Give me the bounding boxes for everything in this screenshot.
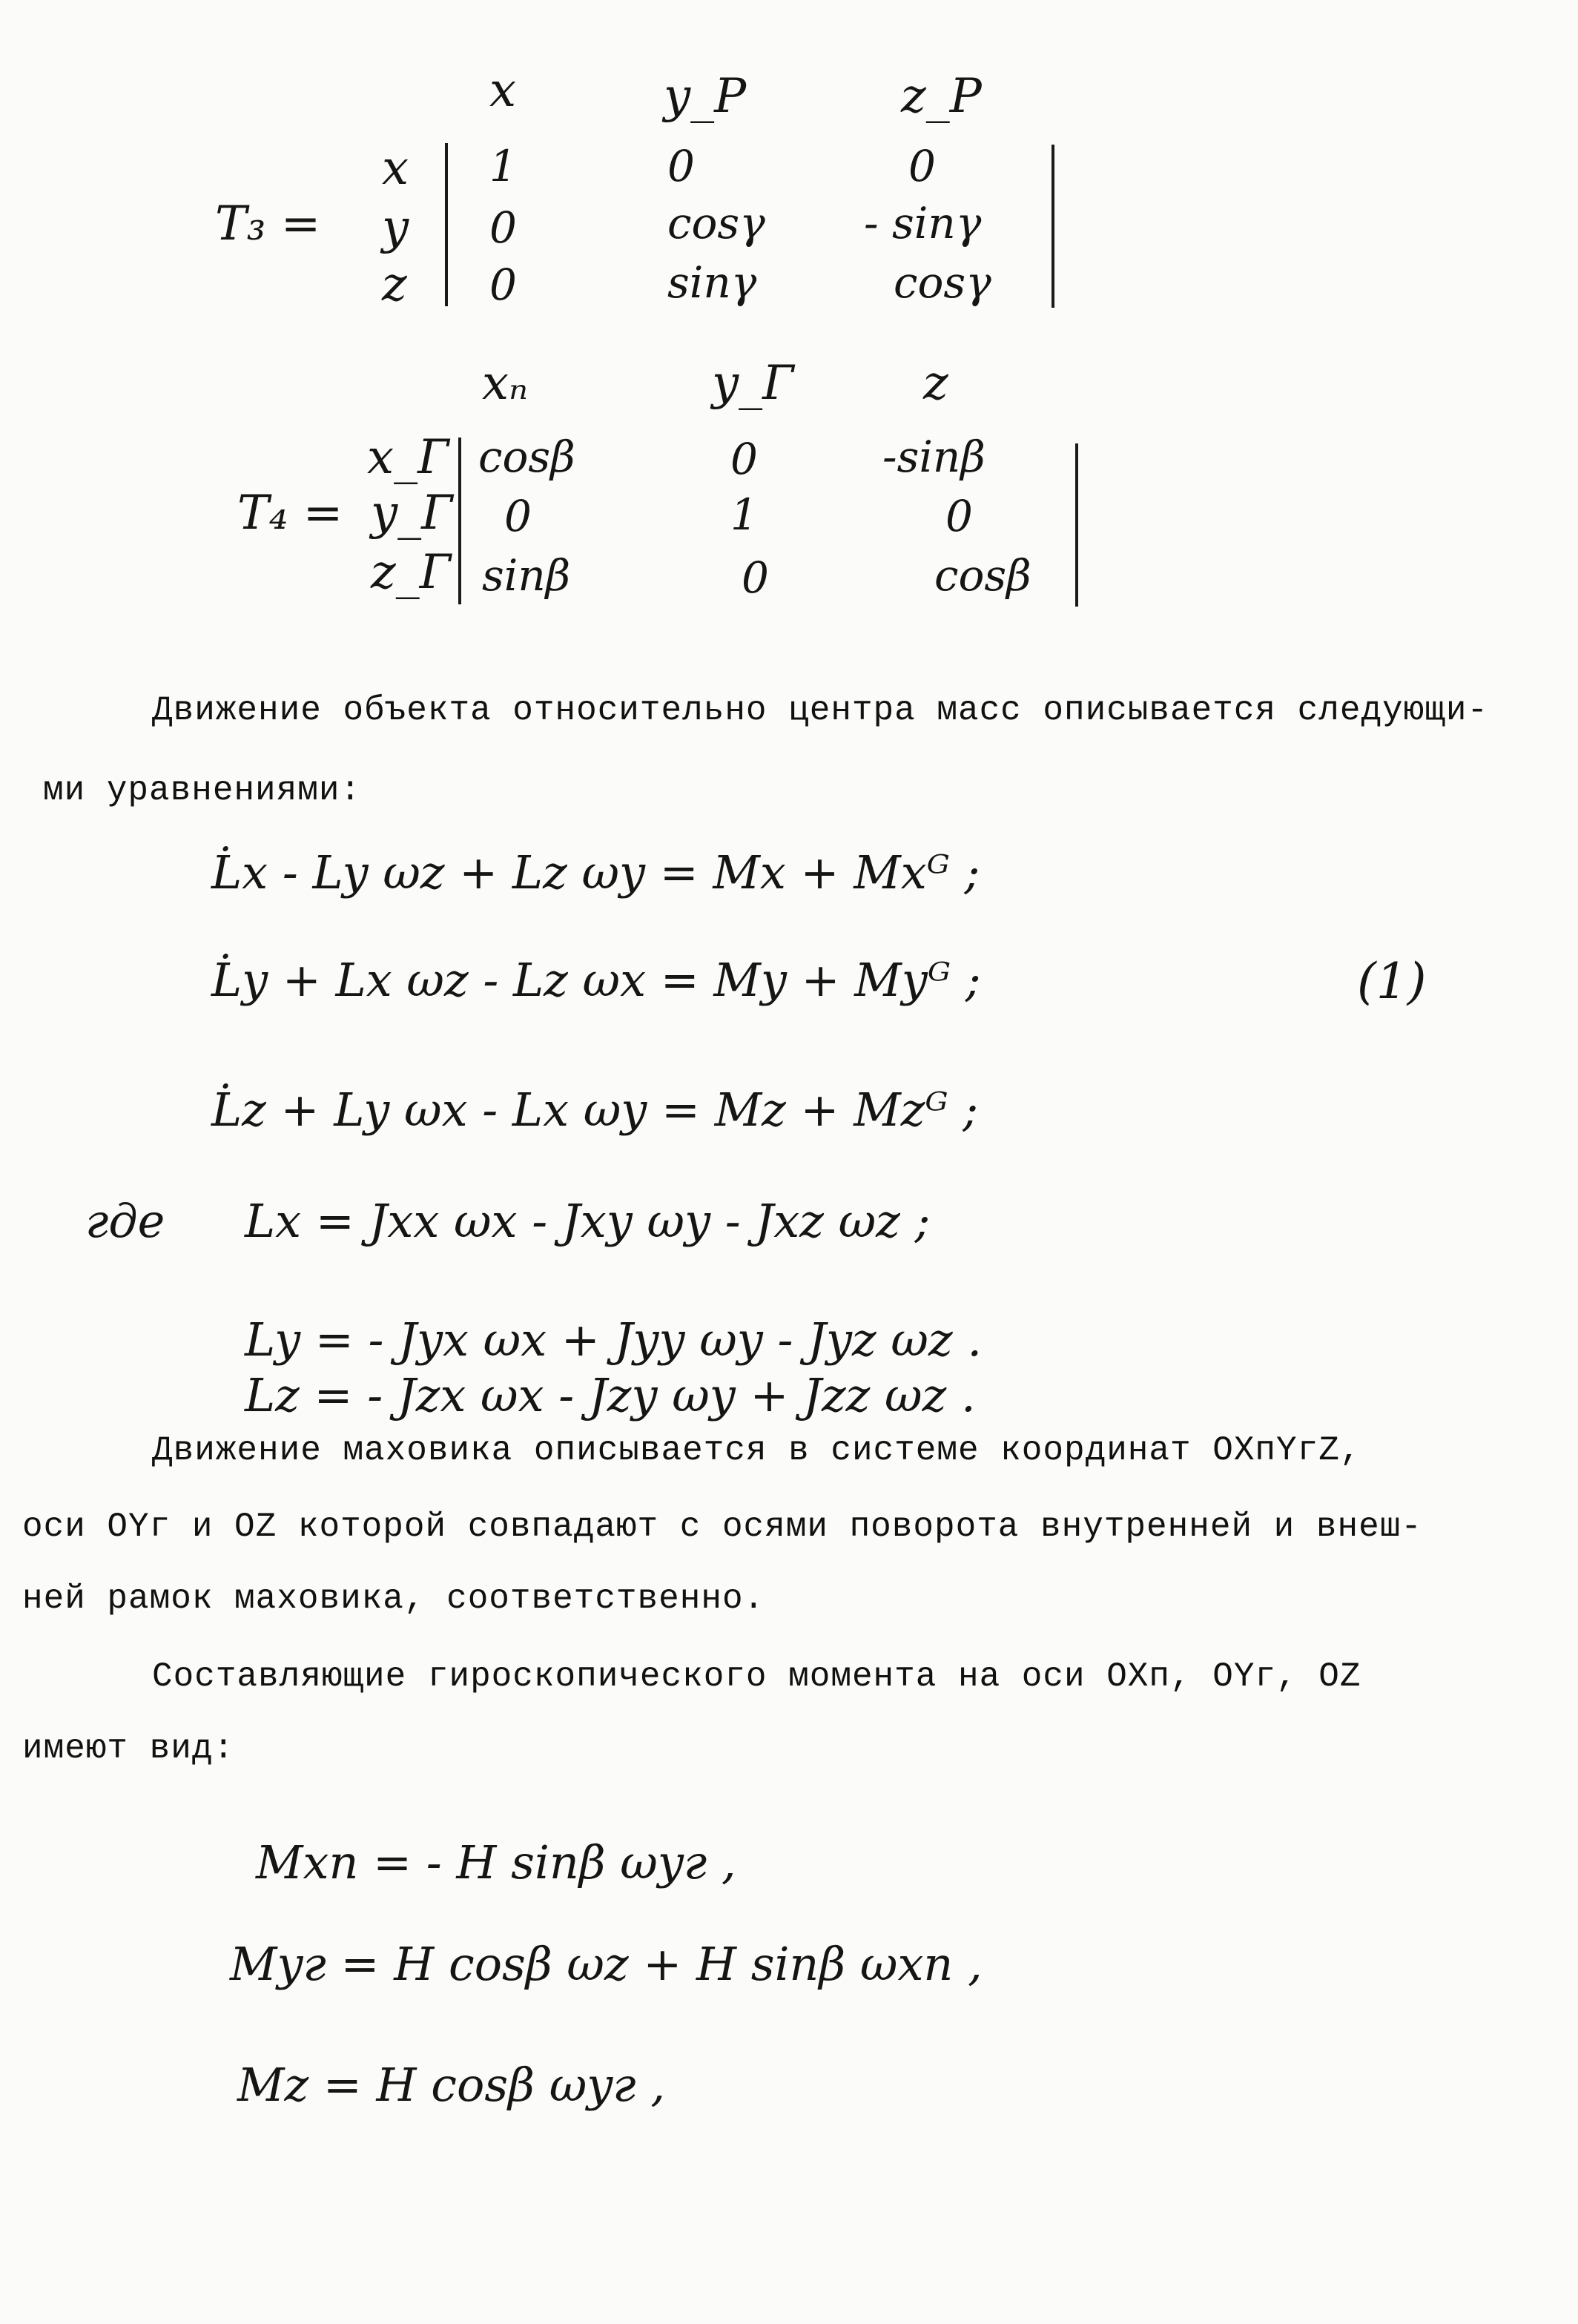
paragraph-2-line-2: оси OYг и OZ которой совпадают с осями поворота внутренней и внеш- [22, 1508, 1422, 1546]
matrix-t4-col-header-1: xₙ [482, 356, 529, 411]
matrix-t4-cell: -sinβ [882, 432, 986, 482]
matrix-t3-name: T₃ = [215, 197, 321, 251]
matrix-t4-cell: 1 [730, 489, 758, 540]
matrix-t3-col-header-2: y_P [664, 69, 747, 124]
matrix-t3-col-header-1: x [489, 63, 517, 118]
moment-equation-3: Mz = H cosβ ωyг , [237, 2058, 666, 2112]
matrix-t4-cell: 0 [504, 491, 532, 541]
equation-1: L̇x - Ly ωz + Lz ωy = Mx + Mxᴳ ; [211, 845, 980, 899]
moment-equation-1: Mxn = - H sinβ ωyг , [256, 1835, 736, 1889]
equation-number: (1) [1357, 953, 1427, 1010]
paragraph-1-line-1: Движение объекта относительно центра масс описывается следующи- [152, 691, 1489, 730]
matrix-t4 [222, 356, 1112, 623]
equation-6: Lz = - Jzx ωx - Jzy ωy + Jzz ωz . [245, 1368, 976, 1422]
matrix-t4-col-header-2: y_Г [712, 356, 794, 411]
matrix-t3-row-label-2: y [382, 200, 409, 255]
matrix-t3-cell: cosγ [894, 257, 991, 308]
matrix-t3-cell: cosγ [667, 198, 765, 248]
matrix-t3-row-label-3: z [382, 257, 407, 312]
matrix-t4-right-bar [1075, 443, 1078, 607]
matrix-t3-cell: 1 [489, 141, 517, 191]
paragraph-3-line-2: имеют вид: [22, 1729, 235, 1768]
matrix-t4-name: T₄ = [237, 486, 343, 541]
matrix-t3-cell: 0 [489, 202, 517, 253]
paragraph-2-line-1: Движение маховика описывается в системе координат OXпYгZ, [152, 1431, 1361, 1470]
paragraph-1-line-2: ми уравнениями: [43, 771, 362, 810]
matrix-t4-cell: sinβ [482, 550, 571, 601]
matrix-t4-row-label-1: x_Г [367, 430, 449, 485]
matrix-t4-row-label-3: z_Г [371, 545, 452, 600]
matrix-t4-cell: cosβ [934, 550, 1031, 601]
equation-3: L̇z + Ly ωx - Lx ωy = Mz + Mzᴳ ; [211, 1083, 979, 1137]
matrix-t3-col-header-3: z_P [901, 69, 982, 124]
matrix-t3-cell: 0 [908, 141, 936, 191]
matrix-t3-left-bar [445, 143, 448, 306]
paragraph-2-line-3: ней рамок маховика, соответственно. [22, 1579, 765, 1618]
matrix-t3-right-bar [1052, 145, 1054, 308]
equation-5: Ly = - Jyx ωx + Jyy ωy - Jyz ωz . [245, 1313, 983, 1367]
matrix-t4-col-header-3: z [923, 356, 948, 411]
where-label: где [85, 1194, 165, 1248]
matrix-t4-left-bar [458, 438, 461, 604]
matrix-t4-cell: 0 [945, 491, 973, 541]
matrix-t4-cell: 0 [742, 552, 769, 603]
matrix-t3-row-label-1: x [382, 141, 409, 196]
matrix-t3-cell: 0 [489, 260, 517, 310]
paragraph-3-line-1: Составляющие гироскопического момента на оси OXп, OYг, OZ [152, 1657, 1361, 1696]
matrix-t4-cell: 0 [730, 434, 758, 484]
matrix-t4-cell: cosβ [478, 432, 575, 482]
matrix-t3-cell: - sinγ [864, 198, 982, 248]
matrix-t4-row-label-2: y_Г [371, 486, 453, 541]
equation-2: L̇y + Lx ωz - Lz ωx = My + Myᴳ ; [211, 953, 981, 1007]
matrix-t3-cell: 0 [667, 141, 695, 191]
equation-4: Lx = Jxx ωx - Jxy ωy - Jxz ωz ; [245, 1194, 931, 1248]
matrix-t3-cell: sinγ [667, 257, 757, 308]
moment-equation-2: Myг = H cosβ ωz + H sinβ ωxn , [230, 1937, 983, 1991]
matrix-t3 [193, 63, 1083, 312]
